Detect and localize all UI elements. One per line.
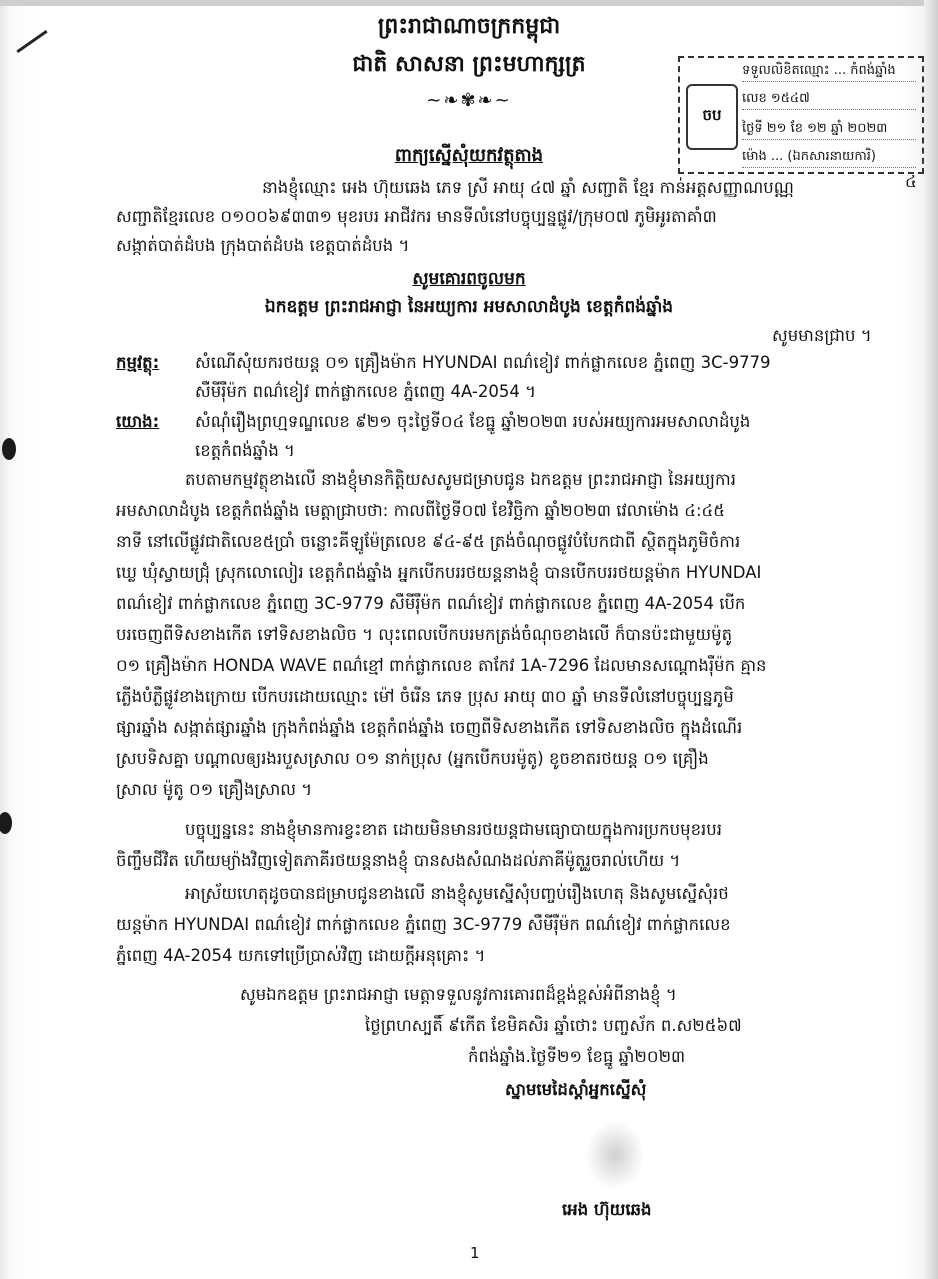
scan-edge-right [924, 0, 938, 1279]
signature-caption: ស្នាមមេដៃស្តាំអ្នកស្នើសុំ [505, 1080, 647, 1099]
body-line: ពណ៌ខៀវ ពាក់ផ្លាកលេខ ភ្នំពេញ 3C-9779 សឺមីរ៉ឺម៉ក ពណ៌ខៀវ ពាក់ផ្លាកលេខ ភ្នំពេញ 4A-2054 បើក [116, 594, 746, 613]
motto-header: ជាតិ សាសនា ព្រះមហាក្សត្រ [352, 52, 586, 77]
stamp-row: ទទួលលិខិតឈ្មោះ ... កំពង់ឆ្នាំង [742, 62, 916, 82]
body-line: ស្រាល ម៉ូតូ ០១ គ្រឿងស្រាល ។ [116, 780, 313, 799]
stamp-row: លេខ ១៥៤៧ [742, 90, 916, 110]
reference-line: ខេត្តកំពង់ឆ្នាំង ។ [195, 441, 295, 460]
page-number: 1 [470, 1244, 480, 1262]
lunar-date: ថ្ងៃព្រហស្បតិ៍ ៩កើត ខែមិគសិរ ឆ្នាំថោះ បញ្ចស័ក ព.ស២៥៦៧ [365, 1016, 742, 1035]
reference-line: សំណុំរឿងព្រហ្មទណ្ឌលេខ ៩២១ ចុះថ្ងៃទី០៤ ខែធ្នូ ឆ្នាំ២០២៣ របស់អយ្យការអមសាលាដំបូង [195, 412, 751, 431]
intro-line: សង្កាត់បាត់ដំបង ក្រុងបាត់ដំបង ខេត្តបាត់ដំបង ។ [116, 236, 410, 255]
punch-hole [0, 812, 12, 834]
punch-hole [2, 438, 16, 460]
stamp-label: ចប [686, 84, 738, 150]
please-know: សូមមានជ្រាប ។ [772, 326, 872, 345]
body-line: យន្តម៉ាក HYUNDAI ពណ៌ខៀវ ពាក់ផ្លាកលេខ ភ្នំពេញ 3C-9779 សឺមីរ៉ឺម៉ក ពណ៌ខៀវ ពាក់ផ្លាកលេខ [116, 915, 731, 934]
reference-label: យោង: [116, 412, 160, 431]
recipient-heading: ឯកឧត្តម ព្រះរាជអាជ្ញា នៃអយ្យការ អមសាលាដំបូង ខេត្តកំពង់ឆ្នាំង [264, 297, 674, 317]
place-date: កំពង់ឆ្នាំង.ថ្ងៃទី២១ ខែធ្នូ ឆ្នាំ២០២៣ [468, 1047, 686, 1066]
respectfully-heading: សូមគោរពចូលមក [412, 269, 526, 289]
scan-edge-top [0, 0, 938, 6]
subject-line: សំណើសុំយករថយន្ត ០១ គ្រឿងម៉ាក HYUNDAI ពណ៌ខៀវ ពាក់ផ្លាកលេខ ភ្នំពេញ 3C-9779 [195, 353, 771, 372]
intro-line: នាងខ្ញុំឈ្មោះ អេង ហ៊ុយឆេង ភេទ ស្រី អាយុ ៤៧ ឆ្នាំ សញ្ជាតិ ខ្មែរ កាន់អត្តសញ្ញាណបណ្ណ [262, 178, 794, 197]
body-line: នាទី នៅលើផ្លូវជាតិលេខ៥ប្រាំ ចន្លោះគីឡូម៉ែត្រលេខ ៩៤-៩៥ ត្រង់ចំណុចផ្លូវបំបែកជាពី ស្ថិតក្នុងភូមិចំការ [116, 532, 741, 551]
margin-mark: ៤ [905, 172, 917, 191]
kingdom-header: ព្រះរាជាណាចក្រកម្ពុជា [377, 14, 561, 39]
body-line: ស្របទិសគ្នា បណ្តាលឲ្យរងរបួសស្រាល ០១ នាក់ប្រុស (អ្នកបើកបរម៉ូតូ) ខូចខាតរថយន្ត ០១ គ្រឿង [116, 749, 709, 768]
stamp-row: ថ្ងៃទី ២១ ខែ ១២ ឆ្នាំ ២០២៣ [742, 120, 916, 140]
subject-line: សឺមីរ៉ឺម៉ក ពណ៌ខៀវ ពាក់ផ្លាកលេខ ភ្នំពេញ 4A-2054 ។ [195, 382, 536, 401]
body-line: ភ្លើងបំភ្លឺផ្លូវខាងក្រោយ បើកបរដោយឈ្មោះ ម៉ៅ ចំរើន ភេទ ប្រុស អាយុ ៣០ ឆ្នាំ មានទីលំនៅបច្ចុប្បន្នភូមិ [116, 687, 734, 706]
header-ornament: ~❧✾❧~ [426, 90, 512, 111]
body-line: ០១ គ្រឿងម៉ាក HONDA WAVE ពណ៌ខ្មៅ ពាក់ផ្លាកលេខ តាកែវ 1A-7296 ដែលមានសណ្តោងរ៉ឺម៉ក គ្មាន [116, 656, 767, 675]
body-line: បរចេញពីទិសខាងកើត ទៅទិសខាងលិច ។ លុះពេលបើកបរមកត្រង់ចំណុចខាងលើ ក៏បានប៉ះជាមួយម៉ូតូ [116, 625, 733, 644]
body-line: ចិញ្ចឹមជីវិត ហើយម្យ៉ាងវិញទៀតភាគីរថយន្តនាងខ្ញុំ បានសងសំណងដល់ភាគីម៉ូតូរួចរាល់ហើយ ។ [116, 851, 681, 870]
body-line: អាស្រ័យហេតុដូចបានជម្រាបជូនខាងលើ នាងខ្ញុំសូមស្នើសុំបញ្ចប់រឿងហេតុ និងសូមស្នើសុំរថ [185, 884, 729, 903]
intro-line: សញ្ជាតិខ្មែរលេខ ០១០០៦៩៣៣១ មុខរបរ អាជីវករ មានទីលំនៅបច្ចុប្បន្នផ្លូវ/ក្រុម០៧ ភូមិអូរតាគាំ៣ [116, 207, 717, 226]
signer-name: អេង ហ៊ុយឆេង [562, 1200, 652, 1219]
closing-line: សូមឯកឧត្តម ព្រះរាជអាជ្ញា មេត្តាទទួលនូវការគោរពដ៏ខ្ពង់ខ្ពស់អំពីនាងខ្ញុំ ។ [240, 985, 677, 1004]
document-title: ពាក្យស្នើសុំយកវត្ថុតាង [394, 145, 544, 166]
body-line: ឃ្លេ ឃុំស្វាយជ្រុំ ស្រុកលោលៀរ ខេត្តកំពង់ឆ្នាំង អ្នកបើកបររថយន្តនាងខ្ញុំ បានបើកបររថយន្តម៉ាក HYUNDAI [116, 563, 762, 582]
body-line: អមសាលាដំបូង ខេត្តកំពង់ឆ្នាំង មេត្តាជ្រាបថា: កាលពីថ្ងៃទី០៧ ខែវិច្ឆិកា ឆ្នាំ២០២៣ វេលាម៉ោង ៤:៤៥ [116, 501, 725, 520]
body-line: ផ្សារឆ្នាំង សង្កាត់ផ្សារឆ្នាំង ក្រុងកំពង់ឆ្នាំង ខេត្តកំពង់ឆ្នាំង ចេញពីទិសខាងកើត ទៅទិសខាងលិច ក្នុងដំណើរ [116, 718, 743, 737]
stamp-row: ម៉ោង ... (ឯកសារនាយការិ) [742, 148, 916, 168]
subject-label: កម្មវត្ថុ: [116, 353, 160, 372]
body-line: តបតាមកម្មវត្ថុខាងលើ នាងខ្ញុំមានកិត្តិយសសូមជម្រាបជូន ឯកឧត្តម ព្រះរាជអាជ្ញា នៃអយ្យការ [185, 470, 736, 489]
thumbprint [585, 1120, 645, 1190]
body-line: ភ្នំពេញ 4A-2054 យកទៅប្រើប្រាស់វិញ ដោយក្តីអនុគ្រោះ ។ [116, 946, 486, 965]
body-line: បច្ចុប្បន្ននេះ នាងខ្ញុំមានការខ្វះខាត ដោយមិនមានរថយន្តជាមធ្យោបាយក្នុងការប្រកបមុខរបរ [185, 820, 722, 839]
